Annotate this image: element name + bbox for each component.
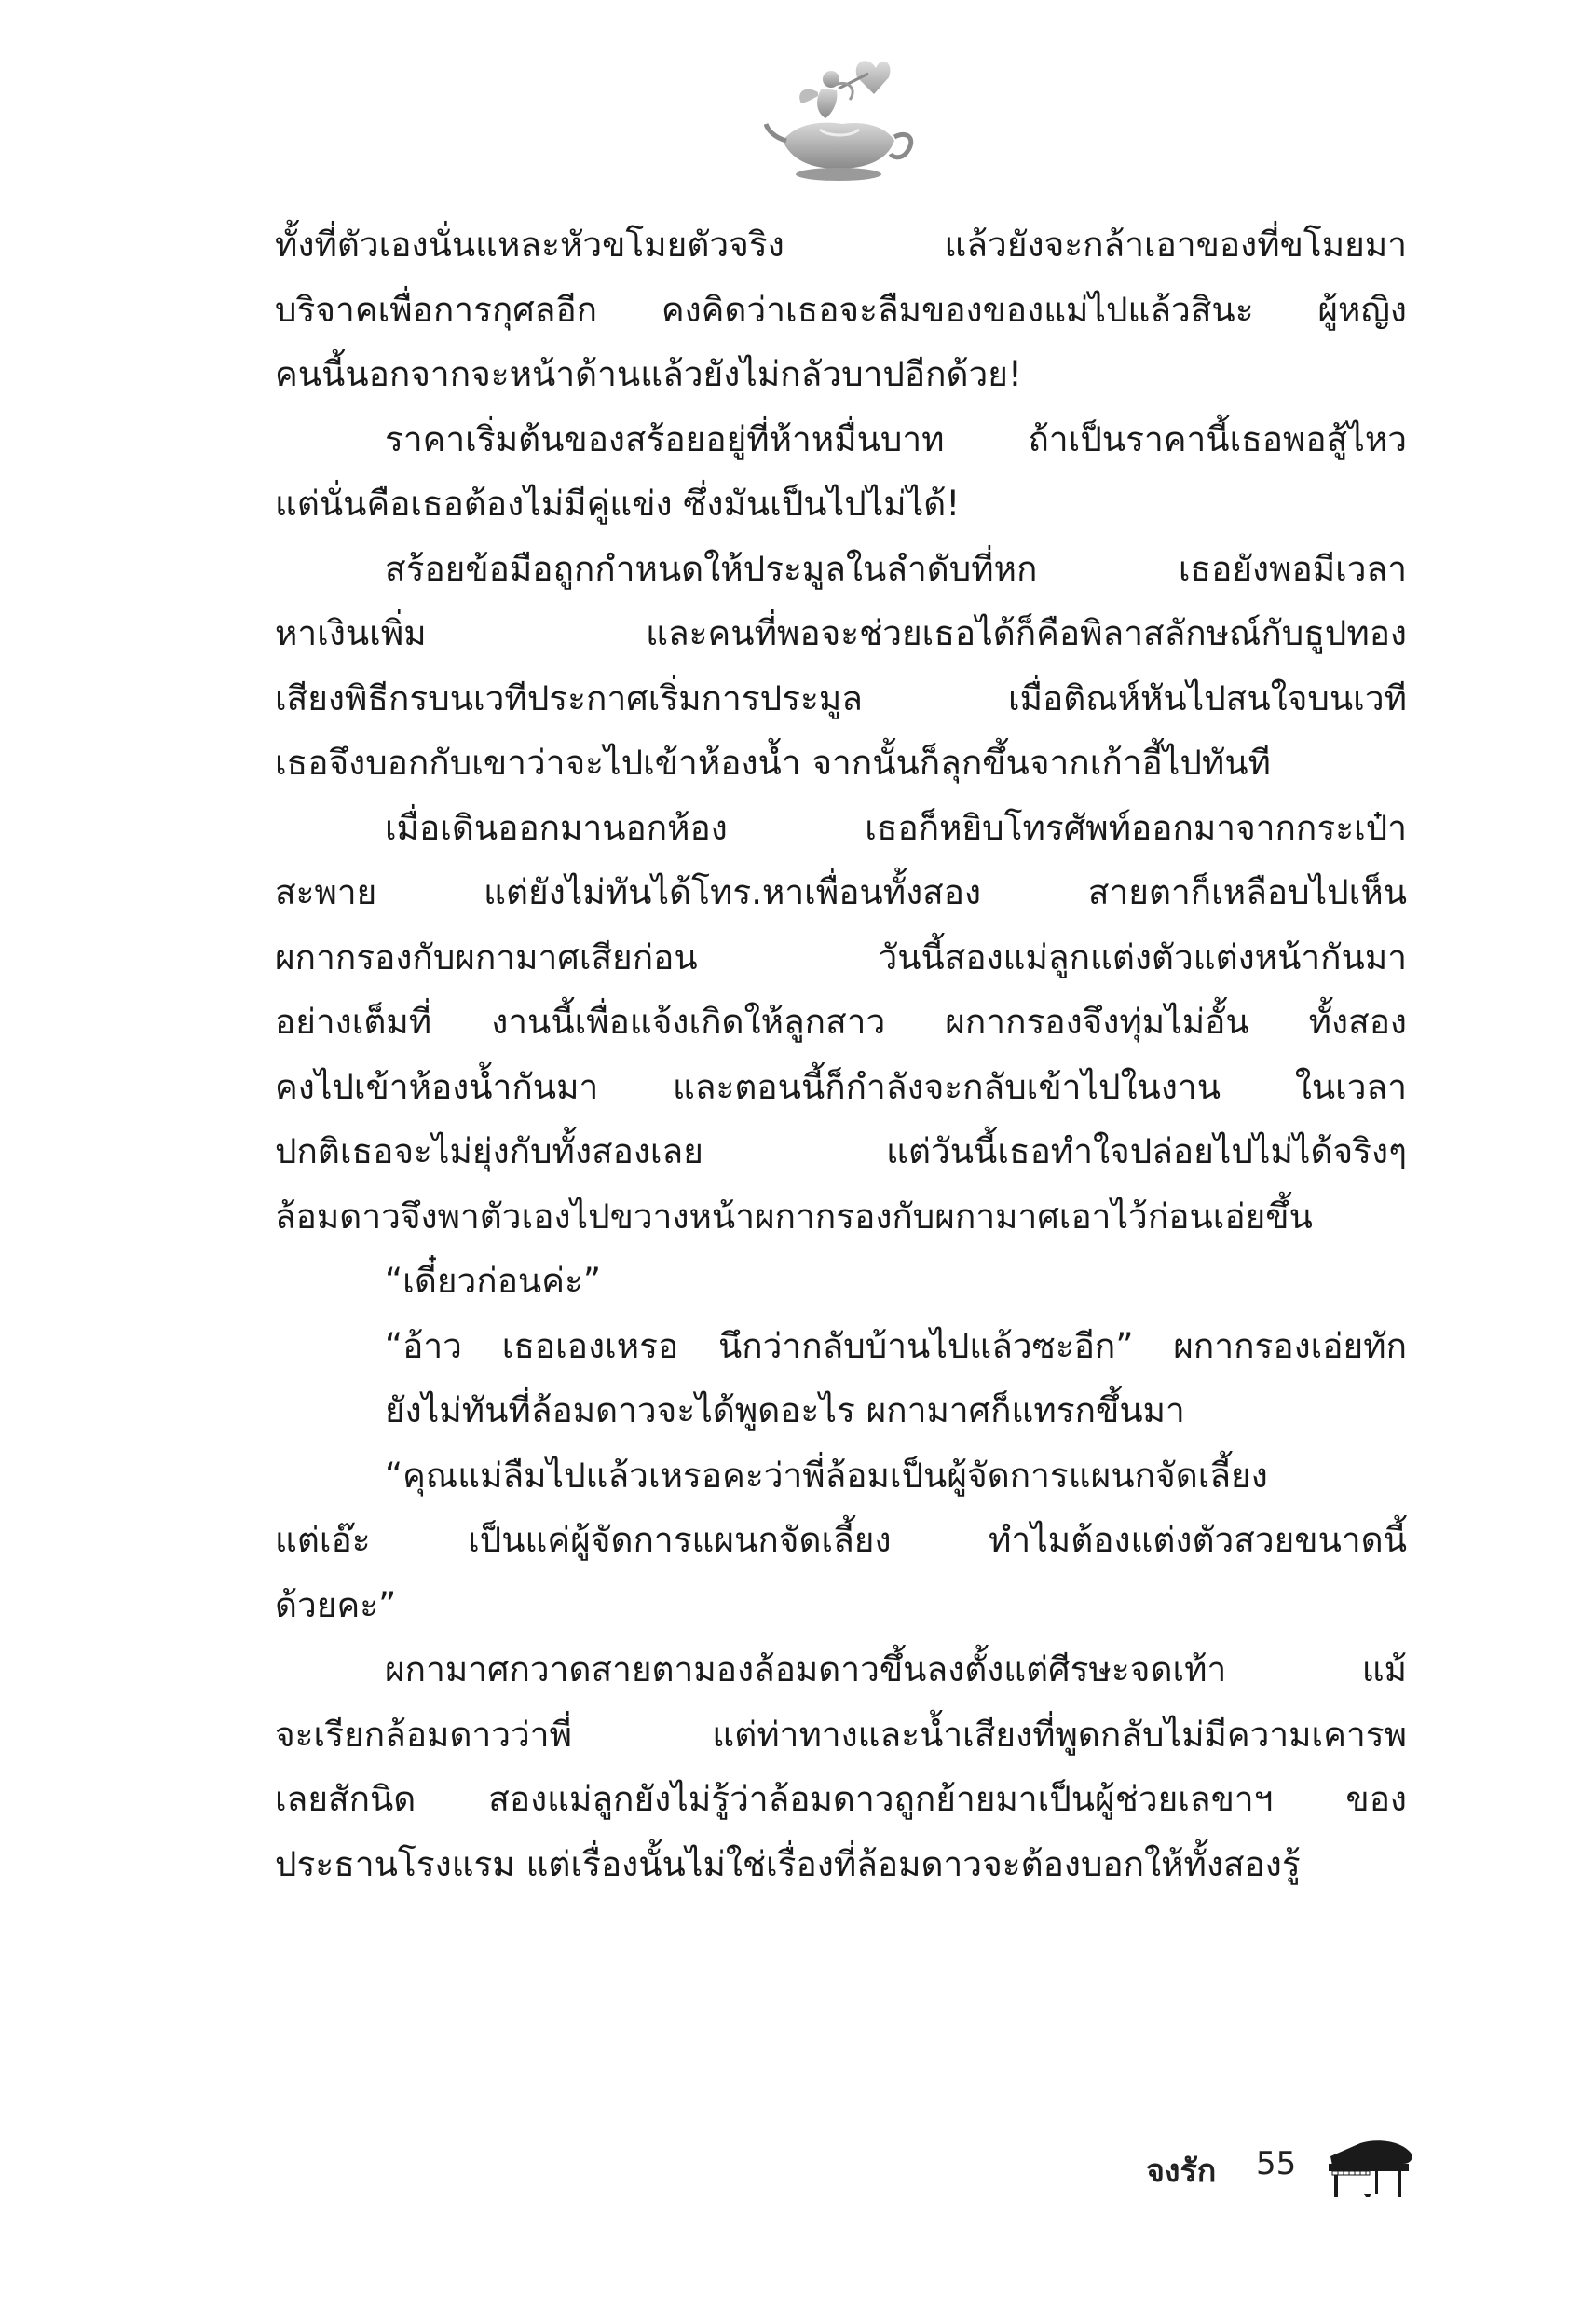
text-line: เธอจึงบอกกับเขาว่าจะไปเข้าห้องน้ำ จากนั้นก็ลุกขึ้นจากเก้าอี้ไปทันที — [275, 743, 1271, 783]
text-line: บริจาคเพื่อการกุศลอีก คงคิดว่าเธอจะลืมของของแม่ไปแล้วสินะ ผู้หญิง — [275, 289, 1407, 330]
text-line: คนนี้นอกจากจะหน้าด้านแล้วยังไม่กลัวบาปอีกด้วย! — [275, 354, 1022, 394]
text-line: หาเงินเพิ่ม และคนที่พอจะช่วยเธอได้ก็คือพิลาสลักษณ์กับธูปทอง — [275, 613, 1407, 653]
text-line: สร้อยข้อมือถูกกำหนดให้ประมูลในลำดับที่หก เธอยังพอมีเวลา — [385, 548, 1407, 589]
text-line: ผกากรองกับผกามาศเสียก่อน วันนี้สองแม่ลูกแต่งตัวแต่งหน้ากันมา — [275, 937, 1407, 978]
book-title: จงรัก — [1146, 2153, 1217, 2190]
page-footer — [1146, 2136, 1425, 2210]
text-line: เมื่อเดินออกมานอกห้อง เธอก็หยิบโทรศัพท์ออกมาจากกระเป๋า — [385, 807, 1407, 848]
text-line: สะพาย แต่ยังไม่ทันได้โทร.หาเพื่อนทั้งสอง สายตาก็เหลือบไปเห็น — [275, 872, 1407, 912]
text-line: แต่เอ๊ะ เป็นแค่ผู้จัดการแผนกจัดเลี้ยง ทำไมต้องแต่งตัวสวยขนาดนี้ — [275, 1520, 1407, 1560]
text-line: “คุณแม่ลืมไปแล้วเหรอคะว่าพี่ล้อมเป็นผู้จัดการแผนกจัดเลี้ยง — [385, 1455, 1268, 1496]
text-line: ผกามาศกวาดสายตามองล้อมดาวขึ้นลงตั้งแต่ศีรษะจดเท้า แม้ — [385, 1649, 1407, 1689]
text-line: ทั้งที่ตัวเองนั่นแหละหัวขโมยตัวจริง แล้วยังจะกล้าเอาของที่ขโมยมา — [275, 225, 1407, 265]
page-number: 55 — [1256, 2145, 1297, 2182]
text-line: แต่นั่นคือเธอต้องไม่มีคู่แข่ง ซึ่งมันเป็นไปไม่ได้! — [275, 484, 961, 524]
cupid-teapot-ornament-icon — [764, 51, 922, 191]
text-line: อย่างเต็มที่ งานนี้เพื่อแจ้งเกิดให้ลูกสาว ผกากรองจึงทุ่มไม่อั้น ทั้งสอง — [275, 1002, 1407, 1042]
text-line: ปกติเธอจะไม่ยุ่งกับทั้งสองเลย แต่วันนี้เธอทำใจปล่อยไปไม่ได้จริงๆ — [275, 1131, 1407, 1171]
text-line: ราคาเริ่มต้นของสร้อยอยู่ที่ห้าหมื่นบาท ถ้าเป็นราคานี้เธอพอสู้ไหว — [385, 418, 1407, 459]
text-line: “เดี๋ยวก่อนค่ะ” — [385, 1261, 602, 1301]
text-line: เลยสักนิด สองแม่ลูกยังไม่รู้ว่าล้อมดาวถูกย้ายมาเป็นผู้ช่วยเลขาฯ ของ — [275, 1779, 1407, 1819]
text-line: เสียงพิธีกรบนเวทีประกาศเริ่มการประมูล เมื่อติณห์หันไปสนใจบนเวที — [275, 677, 1407, 718]
text-line: ด้วยคะ” — [275, 1584, 397, 1625]
text-line: ยังไม่ทันที่ล้อมดาวจะได้พูดอะไร ผกามาศก็แทรกขึ้นมา — [385, 1390, 1185, 1430]
body-text — [275, 212, 1407, 1896]
text-line: ล้อมดาวจึงพาตัวเองไปขวางหน้าผกากรองกับผกามาศเอาไว้ก่อนเอ่ยขึ้น — [275, 1196, 1313, 1237]
text-line: คงไปเข้าห้องน้ำกันมา และตอนนี้ก็กำลังจะกลับเข้าไปในงาน ในเวลา — [275, 1066, 1407, 1107]
text-line: “อ้าว เธอเองเหรอ นึกว่ากลับบ้านไปแล้วซะอีก” ผกากรองเอ่ยทัก — [385, 1325, 1407, 1366]
grand-piano-icon — [1323, 2136, 1416, 2201]
text-line: ประธานโรงแรม แต่เรื่องนั้นไม่ใช่เรื่องที่ล้อมดาวจะต้องบอกให้ทั้งสองรู้ — [275, 1843, 1301, 1884]
text-line: จะเรียกล้อมดาวว่าพี่ แต่ท่าทางและน้ำเสียงที่พูดกลับไม่มีความเคารพ — [275, 1714, 1407, 1755]
